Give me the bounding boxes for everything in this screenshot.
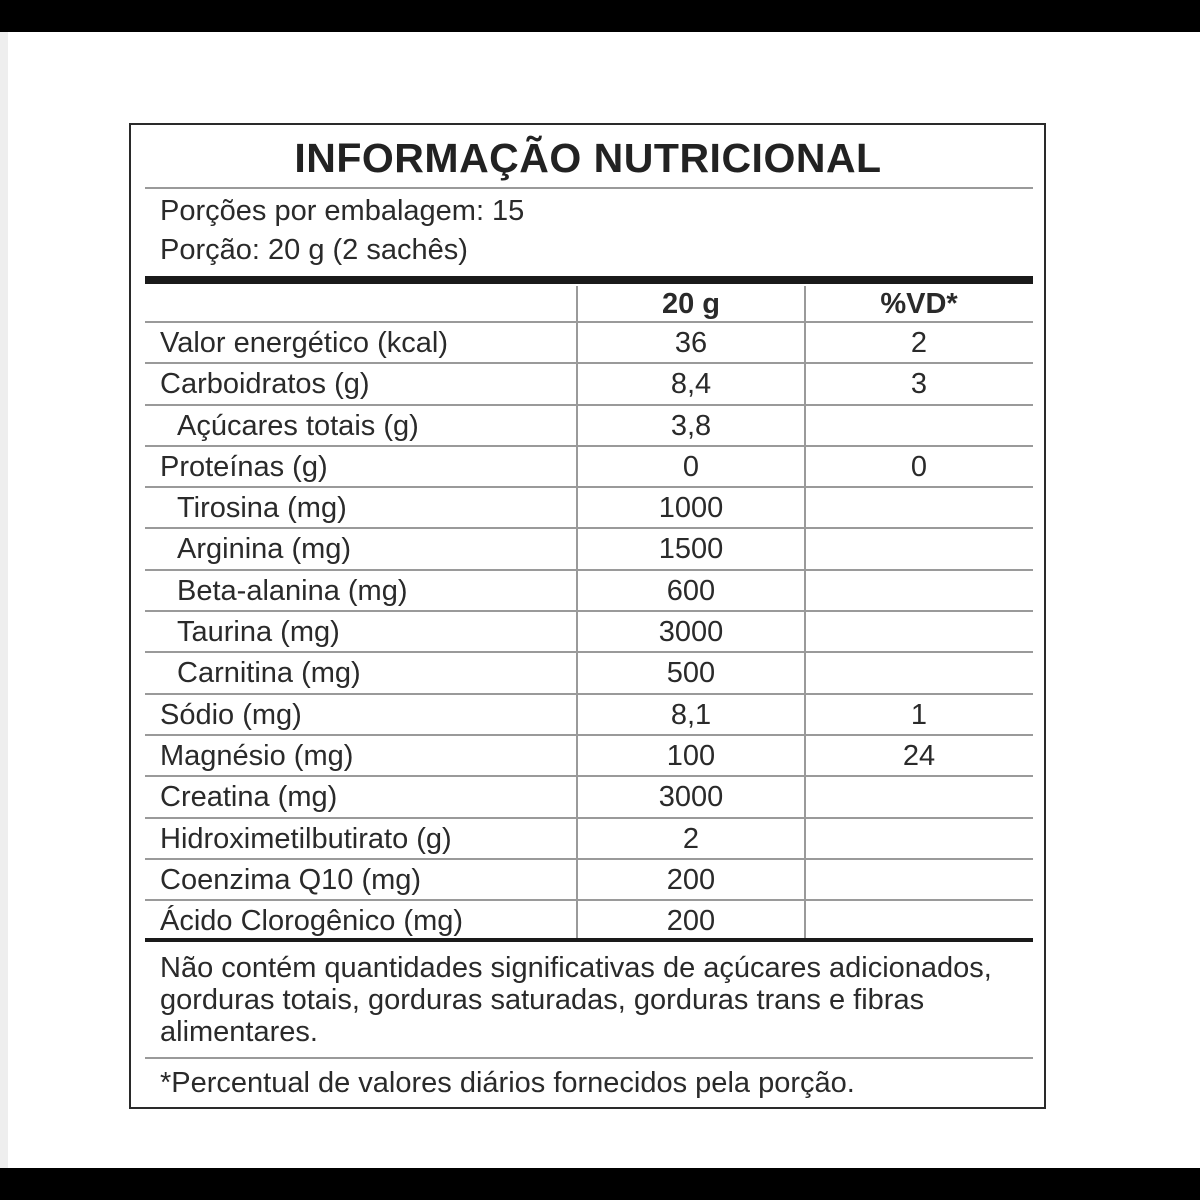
nutrient-quantity: 1000 [658,492,724,525]
servings-thick-divider [145,276,1033,284]
nutrient-quantity: 3000 [658,616,724,649]
nutrient-name: Carboidratos (g) [160,368,370,401]
table-row [145,571,1033,612]
table-row [145,406,1033,447]
nutrient-daily-value [805,612,1033,651]
nutrient-name: Creatina (mg) [160,781,338,814]
nutrient-daily-value [805,406,1033,445]
nutrient-daily-value [805,653,1033,692]
table-row [145,901,1033,942]
nutrient-name: Taurina (mg) [177,616,340,649]
bottom-black-bar [0,1168,1200,1200]
nutrition-table [145,286,1033,942]
table-row [145,653,1033,694]
nutrient-name: Magnésio (mg) [160,739,354,772]
nutrient-daily-value [805,529,1033,568]
top-black-bar [0,0,1200,32]
label-title: INFORMAÇÃO NUTRICIONAL [294,135,882,181]
nutrient-quantity: 200 [666,863,716,896]
title-divider [145,187,1033,189]
nutrient-name: Açúcares totais (g) [177,409,419,442]
nutrient-quantity: 500 [666,657,716,690]
table-row [145,323,1033,364]
nutrient-quantity: 600 [666,574,716,607]
nutrient-quantity: 8,4 [670,368,712,401]
footnote-divider [145,1057,1033,1059]
table-row [145,777,1033,818]
nutrient-daily-value: 1 [910,698,928,731]
nutrient-quantity: 2 [682,822,700,855]
table-row [145,364,1033,405]
nutrient-quantity: 3,8 [670,409,712,442]
column-divider-right [804,286,806,938]
nutrient-daily-value: 0 [910,450,928,483]
nutrient-name: Tirosina (mg) [177,492,347,525]
nutrient-daily-value [805,860,1033,899]
nutrient-name: Sódio (mg) [160,698,302,731]
left-edge-strip [0,32,8,1168]
nutrient-daily-value [805,777,1033,816]
daily-value-note: *Percentual de valores diários fornecidos pela porção. [160,1067,855,1099]
header-quantity-cell: 20 g [661,288,721,320]
serving-size: Porção: 20 g (2 sachês) [160,234,468,266]
nutrient-daily-value: 3 [910,368,928,401]
nutrient-quantity: 3000 [658,781,724,814]
table-header-row [145,286,1033,323]
header-daily-value-cell: %VD* [880,288,958,320]
table-row [145,819,1033,860]
nutrient-name: Ácido Clorogênico (mg) [160,905,464,938]
nutrient-quantity: 8,1 [670,698,712,731]
nutrient-name: Beta-alanina (mg) [177,574,408,607]
table-row [145,447,1033,488]
nutrient-quantity: 100 [666,739,716,772]
table-row [145,695,1033,736]
not-significant-note: Não contém quantidades significativas de açúcares adicionados, gorduras totais, gorduras saturadas, gorduras trans e fibras alimentares. [160,952,992,1048]
table-row [145,529,1033,570]
nutrient-quantity: 1500 [658,533,724,566]
nutrient-quantity: 0 [682,450,700,483]
nutrient-name: Carnitina (mg) [177,657,361,690]
table-row [145,860,1033,901]
nutrient-name: Hidroximetilbutirato (g) [160,822,452,855]
nutrient-daily-value [805,571,1033,610]
nutrient-name: Coenzima Q10 (mg) [160,863,422,896]
nutrient-name: Arginina (mg) [177,533,352,566]
table-row [145,612,1033,653]
nutrient-daily-value [805,488,1033,527]
header-name-cell [160,286,575,321]
nutrient-quantity: 200 [666,905,716,938]
nutrient-quantity: 36 [674,327,708,359]
column-divider-left [576,286,578,938]
table-row [145,736,1033,777]
table-bottom-divider [145,938,1033,942]
nutrient-daily-value [805,819,1033,858]
nutrient-daily-value [805,901,1033,942]
nutrient-name: Proteínas (g) [160,450,328,483]
nutrient-daily-value: 2 [910,327,928,359]
nutrient-name: Valor energético (kcal) [160,327,448,359]
servings-per-package: Porções por embalagem: 15 [160,195,525,227]
nutrient-daily-value: 24 [902,739,936,772]
table-row [145,488,1033,529]
